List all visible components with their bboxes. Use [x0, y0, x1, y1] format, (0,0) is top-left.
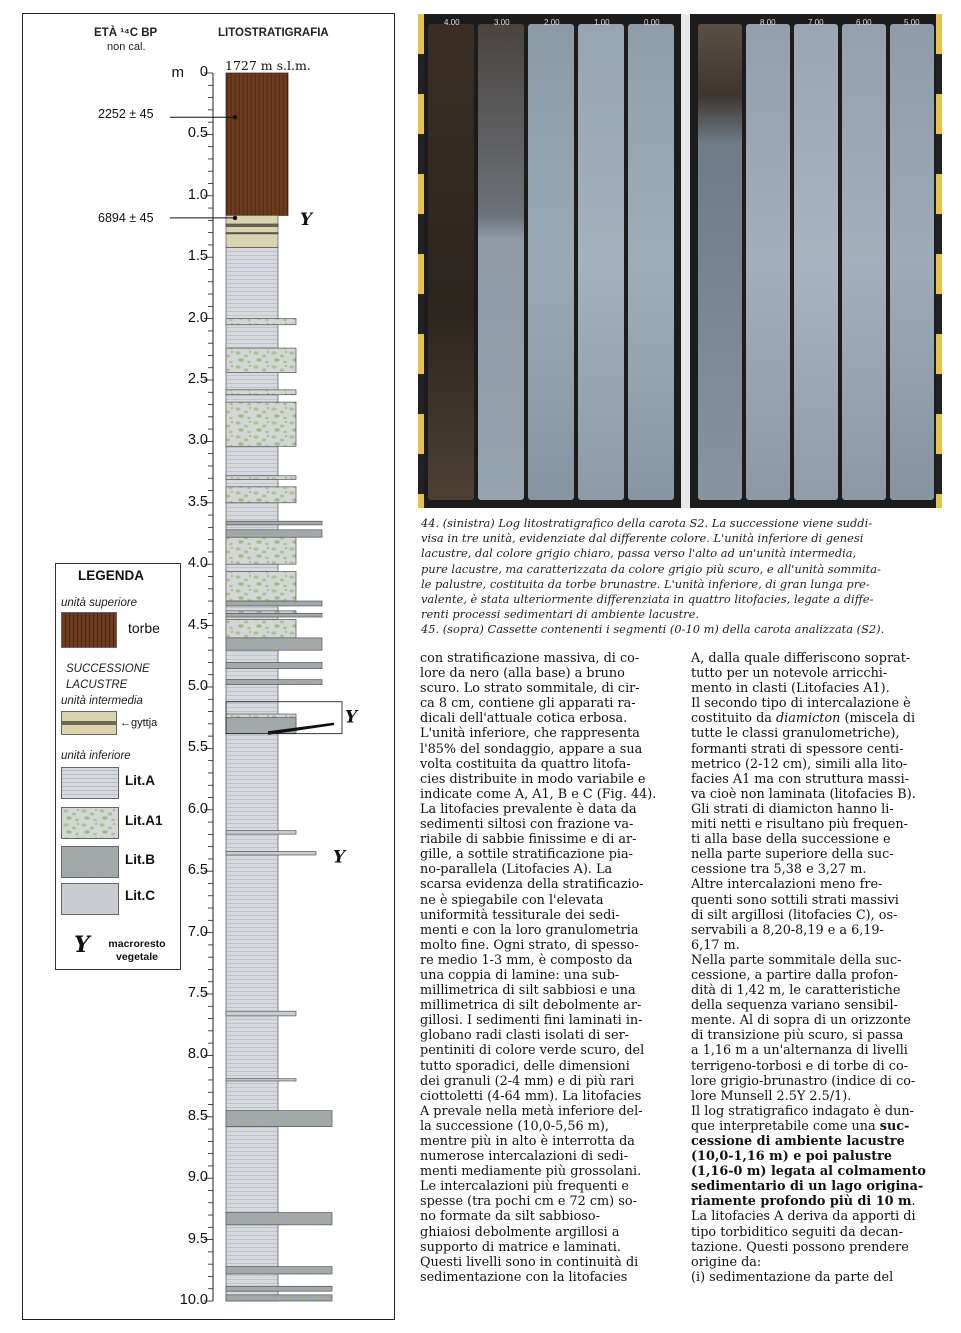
- body-line: La litofacies prevalente è data da: [420, 801, 637, 817]
- body-line: sedimentario di un lago origina-: [691, 1179, 924, 1195]
- body-line: tazione. Questi possono prendere: [691, 1239, 909, 1255]
- figure-45-core-photos: [418, 14, 942, 508]
- depth-label: 0.5: [187, 125, 208, 142]
- body-line: A, dalla quale differiscono soprat-: [691, 651, 911, 666]
- legend-lower-unit: unità inferiore: [61, 750, 131, 762]
- elevation-label: 1727 m s.l.m.: [225, 58, 311, 73]
- body-line: sedimentazione con la litofacies: [420, 1269, 628, 1285]
- core-box-right-scale: [936, 14, 942, 508]
- body-line: metrico (2-12 cm), simili alla lito-: [691, 756, 908, 772]
- legend-upper-unit: unità superiore: [61, 597, 138, 609]
- body-line: (i) sedimentazione da parte del: [691, 1269, 894, 1285]
- body-line: Questi livelli sono in continuità di: [420, 1254, 639, 1270]
- body-line: tutte le classi granulometriche),: [691, 726, 900, 742]
- lit-a1-layer: [226, 487, 296, 503]
- lit-b-layer: [226, 680, 322, 685]
- legend-lit-a1-label: Lit.A1: [125, 813, 163, 828]
- right-box-scale-1: 8.00: [760, 18, 776, 27]
- depth-label: 1.0: [187, 186, 208, 203]
- core-segment-7: [746, 24, 790, 500]
- depth-label: 9.5: [187, 1230, 208, 1247]
- depth-label: 7.5: [187, 985, 208, 1001]
- legend-lit-c-swatch: [61, 883, 119, 915]
- body-line: miti netti e risultano più frequen-: [691, 817, 908, 833]
- body-line: Le intercalazioni più frequenti e: [420, 1179, 629, 1195]
- core-segment-3: [528, 24, 574, 500]
- age-subheader: non cal.: [107, 41, 146, 53]
- plant-macroremain-icon: Y: [345, 707, 358, 728]
- caption-line: renti processi sedimentari di ambiente lacustre.: [421, 607, 699, 622]
- left-box-scale-2: 3.00: [494, 18, 510, 27]
- body-line: gillosi. I sedimenti fini laminati in-: [420, 1013, 643, 1029]
- caption-line: 44. (sinistra) Log litostratigrafico della carota S2. La successione viene suddi-: [421, 516, 873, 530]
- date-marker-dot: [233, 216, 237, 220]
- body-line: molto fine. Ogni strato, di spesso-: [420, 937, 639, 953]
- body-line: spesse (tra pochi cm e 72 cm) so-: [420, 1194, 637, 1210]
- body-line: La litofacies A deriva da apporti di: [691, 1209, 916, 1225]
- depth-label: 2.0: [187, 309, 208, 326]
- lit-c-layer: [226, 831, 296, 834]
- body-line: cessione tra 5,38 e 3,27 m.: [691, 862, 867, 878]
- caption-line: visa in tre unità, evidenziate dal differente colore. L'unità inferiore di genesi: [421, 531, 864, 546]
- body-line: menti e con la loro granulometria: [420, 922, 639, 938]
- lit-a1-layer: [226, 611, 296, 613]
- body-line: lore Munsell 2.5Y 2.5/1).: [691, 1088, 852, 1104]
- core-segment-8: [794, 24, 838, 500]
- depth-label: 1.5: [187, 248, 208, 265]
- left-box-scale-4: 1.00: [594, 18, 610, 27]
- lit-b-layer: [226, 1295, 332, 1301]
- legend-peat-label: torbe: [128, 620, 160, 636]
- caption-line: le palustre, costituita da torbe brunastre. L'unità inferiore, di gran lunga pre-: [421, 576, 870, 591]
- body-line: riabile di sabbie finissime e di ar-: [420, 832, 637, 848]
- body-line: dicali dell'attuale cotica erbosa.: [420, 711, 628, 727]
- body-line: Gli strati di diamicton hanno li-: [691, 801, 894, 817]
- lit-c-layer: [226, 1011, 296, 1016]
- body-line: menti mediamente più grossolani.: [420, 1164, 642, 1180]
- body-line: millimetrica di silt debolmente ar-: [420, 998, 642, 1014]
- legend-succession-line2: LACUSTRE: [66, 679, 128, 691]
- depth-label: 5.5: [187, 739, 208, 756]
- body-line: mentre più in alto è interrotta da: [420, 1134, 635, 1149]
- body-line: della sequenza variano sensibil-: [691, 998, 898, 1014]
- right-box-scale-4: 5.00: [904, 18, 920, 27]
- core-segment-2: [478, 24, 524, 500]
- body-line: mento in clasti (Litofacies A1).: [691, 681, 890, 697]
- right-box-scale-2: 7.00: [808, 18, 824, 27]
- depth-unit-label: m: [171, 64, 184, 81]
- body-line: millimetrica di silt sabbiosi e una: [420, 983, 636, 999]
- body-line: L'unità inferiore, che rappresenta: [420, 726, 640, 742]
- body-line: ciottoletti (4-64 mm). La litofacies: [420, 1088, 642, 1104]
- body-line: no formate da silt sabbioso-: [420, 1209, 600, 1225]
- body-line: costituito da diamicton (miscela di: [691, 711, 916, 727]
- body-line: que interpretabile come una suc-: [691, 1118, 910, 1134]
- lit-b-layer: [226, 613, 322, 617]
- lit-b-layer: [226, 521, 322, 525]
- body-line: numerose intercalazioni di sedi-: [420, 1149, 628, 1165]
- diamicton-term: diamicton: [775, 711, 841, 727]
- body-column-2: [691, 651, 939, 1285]
- body-line: globano radi clasti isolati di ser-: [420, 1028, 630, 1044]
- lit-a1-layer: [226, 402, 296, 446]
- body-line: tutto per un notevole arricchi-: [691, 666, 888, 682]
- body-line: Il log stratigrafico indagato è dun-: [691, 1103, 914, 1119]
- lit-a1-layer: [226, 537, 296, 564]
- gyttja-layer: [226, 224, 278, 226]
- depth-label: 6.5: [187, 862, 208, 879]
- body-line: cessione, a partire dalla profon-: [691, 967, 898, 983]
- lit-b-layer: [226, 1286, 332, 1291]
- depth-label: 3.0: [187, 432, 208, 449]
- body-line: Nella parte sommitale della suc-: [691, 952, 902, 968]
- legend-macroremain-line2: vegetale: [115, 951, 159, 963]
- body-line: la successione (10,0-5,56 m),: [420, 1118, 609, 1134]
- core-segment-6: [698, 24, 742, 500]
- gyttja-layer: [226, 233, 278, 234]
- body-line: ne è spiegabile con l'elevata: [420, 892, 604, 908]
- lit-a1-layer: [226, 476, 296, 480]
- lit-a1-layer: [226, 572, 296, 601]
- lit-c-layer: [226, 852, 316, 855]
- legend-peat-swatch: [61, 612, 117, 648]
- body-line: uniformità tessiturale dei sedi-: [420, 907, 620, 923]
- body-line: lore da nero (alla base) a bruno: [420, 666, 625, 682]
- body-line: formanti strati di spessore centi-: [691, 741, 904, 757]
- lit-c-layer: [226, 1079, 296, 1081]
- lit-a1-layer: [226, 619, 296, 637]
- lit-b-layer: [226, 1267, 332, 1274]
- legend-intermediate-swatch: [61, 711, 117, 735]
- body-line: l'85% del sondaggio, appare a sua: [420, 741, 643, 757]
- body-column-1: [420, 651, 668, 1285]
- core-segment-5: [628, 24, 674, 500]
- caption-line: 45. (sopra) Cassette contenenti i segmenti (0-10 m) della carota analizzata (S2).: [421, 622, 885, 637]
- depth-label: 8.0: [187, 1046, 208, 1063]
- body-line: ti alla base della successione e: [691, 832, 891, 848]
- body-line: re medio 1-3 mm, è composto da: [420, 952, 633, 968]
- core-box-left-scale: [418, 14, 424, 508]
- legend-lit-b-swatch: [61, 846, 119, 878]
- lit-b-layer: [226, 662, 322, 668]
- depth-label: 7.0: [187, 923, 208, 940]
- body-line: di silt argillosi (litofacies C), os-: [691, 907, 898, 923]
- body-line: (10,0-1,16 m) e poi palustre: [691, 1149, 893, 1165]
- core-segment-1: [428, 24, 474, 500]
- body-line: lore grigio-brunastro (indice di co-: [691, 1073, 916, 1089]
- body-line: ghiaiosi debolmente argillosi a: [420, 1224, 620, 1240]
- depth-label: 4.5: [187, 616, 208, 633]
- body-line: supporto di matrice e laminati.: [420, 1239, 621, 1255]
- depth-label: 0: [199, 64, 208, 80]
- body-line: mente. Al di sopra di un orizzonte: [691, 1013, 911, 1029]
- body-line: dei granuli (2-4 mm) e di più rari: [420, 1073, 635, 1089]
- lithostratigraphy-header: LITOSTRATIGRAFIA: [218, 27, 329, 39]
- body-line: A prevale nella metà inferiore del-: [420, 1103, 643, 1119]
- body-line: una coppia di lamine: una sub-: [420, 967, 620, 983]
- core-box-left: [418, 14, 681, 508]
- depth-label: 6.0: [187, 800, 208, 817]
- body-line: sedimenti siltosi con frazione va-: [420, 817, 634, 833]
- body-line: servabili a 8,20-8,19 e a 6,19-: [691, 922, 884, 938]
- body-line: Altre intercalazioni meno fre-: [691, 877, 883, 893]
- lit-a1-layer: [226, 390, 296, 395]
- body-line: scuro. Lo strato sommitale, di cir-: [420, 681, 640, 697]
- radiocarbon-date-1: 2252 ± 45: [98, 107, 154, 121]
- body-line: origine da:: [691, 1254, 762, 1270]
- body-line: dità di 1,42 m, le caratteristiche: [691, 983, 901, 999]
- legend-intermediate-unit: unità intermedia: [61, 695, 143, 707]
- depth-label: 4.0: [187, 555, 208, 572]
- depth-label: 8.5: [187, 1107, 208, 1124]
- body-line: va cioè non laminata (litofacies B).: [691, 786, 916, 802]
- body-line: facies A1 ma con struttura massi-: [691, 771, 910, 787]
- legend-lit-c-label: Lit.C: [125, 888, 155, 903]
- left-box-scale-1: 4.00: [444, 18, 460, 27]
- intermediate-unit-layer: [226, 215, 278, 247]
- legend-lit-a-label: Lit.A: [125, 773, 155, 788]
- core-segment-9: [842, 24, 886, 500]
- legend-lit-a1-swatch: [61, 807, 119, 839]
- plant-macroremain-icon: Y: [300, 210, 313, 231]
- core-segment-10: [890, 24, 934, 500]
- left-box-scale-3: 2.00: [544, 18, 560, 27]
- lit-b-layer: [226, 1111, 332, 1127]
- body-line: tutto sporadici, delle dimensioni: [420, 1058, 630, 1074]
- depth-label: 2.5: [187, 371, 208, 387]
- body-line: con stratificazione massiva, di co-: [420, 651, 640, 666]
- depth-label: 3.5: [187, 493, 208, 510]
- body-line: cies distribuite in modo variabile e: [420, 771, 646, 787]
- body-line: quenti sono sottili strati massivi: [691, 892, 899, 908]
- lit-a1-layer: [226, 348, 296, 373]
- caption-line: pure lacustre, ma caratterizzata da colore grigio più scuro, e all'unità sommita-: [421, 561, 881, 576]
- date-marker-dot: [233, 115, 237, 119]
- plant-macroremain-icon: Y: [333, 847, 346, 868]
- lit-b-layer: [226, 530, 322, 537]
- figure-caption: [421, 516, 941, 638]
- body-line: ca 8 cm, contiene gli apparati ra-: [420, 696, 636, 712]
- legend: [55, 563, 181, 970]
- lit-b-layer: [226, 601, 322, 606]
- legend-plant-macroremain-icon: Y: [74, 932, 90, 958]
- caption-line: valente, è stata ulteriormente differenziata in quattro litofacies, legate a diffe-: [421, 592, 874, 607]
- lit-b-layer: [226, 1213, 332, 1225]
- legend-lit-b-label: Lit.B: [125, 852, 155, 867]
- depth-label: 5.0: [187, 678, 208, 694]
- body-line: a 1,16 m a un'alternanza di livelli: [691, 1043, 908, 1059]
- body-line: riamente profondo più di 10 m.: [691, 1194, 916, 1210]
- core-segment-4: [578, 24, 624, 500]
- lit-a1-layer: [226, 319, 296, 325]
- body-line: terrigeno-torbosi e di torbe di co-: [691, 1058, 909, 1074]
- body-line: 6,17 m.: [691, 937, 740, 953]
- lit-b-layer: [226, 638, 322, 650]
- body-line: Il secondo tipo di intercalazione è: [691, 696, 911, 712]
- body-line: cessione di ambiente lacustre: [691, 1134, 905, 1149]
- body-line: tipo torbiditico seguiti da decan-: [691, 1224, 903, 1240]
- caption-line: lacustre, dal colore grigio chiaro, passa verso l'alto ad un'unità intermedia,: [421, 546, 857, 561]
- legend-gyttja-label: ←gyttja: [120, 717, 158, 729]
- depth-label: 9.0: [187, 1169, 208, 1186]
- body-line: gille, a sottile stratificazione pia-: [420, 847, 633, 863]
- body-line: no-parallela (Litofacies A). La: [420, 862, 613, 878]
- age-header: ETÀ ¹⁴C BP: [94, 27, 158, 39]
- depth-label: 10.0: [179, 1292, 208, 1308]
- left-box-scale-5: 0.00: [644, 18, 660, 27]
- body-line: pentiniti di colore verde scuro, del: [420, 1043, 645, 1059]
- legend-succession-line1: SUCCESSIONE: [66, 663, 150, 675]
- core-box-right: [690, 14, 942, 508]
- body-line: volta costituita da quattro litofa-: [420, 756, 631, 772]
- legend-lit-a-swatch: [61, 767, 119, 799]
- body-line: scarsa evidenza della stratificazio-: [420, 877, 644, 893]
- legend-macroremain-line1: macroresto: [108, 938, 166, 950]
- body-line: nella parte superiore della suc-: [691, 847, 894, 863]
- right-box-scale-3: 6.00: [856, 18, 872, 27]
- body-line: (1,16-0 m) legata al colmamento: [691, 1164, 926, 1180]
- body-line: indicate come A, A1, B e C (Fig. 44).: [420, 786, 657, 802]
- radiocarbon-date-2: 6894 ± 45: [98, 211, 154, 225]
- body-line: di transizione più scuro, si passa: [691, 1028, 904, 1044]
- peat-layer: [226, 73, 288, 215]
- legend-title: LEGENDA: [78, 568, 145, 583]
